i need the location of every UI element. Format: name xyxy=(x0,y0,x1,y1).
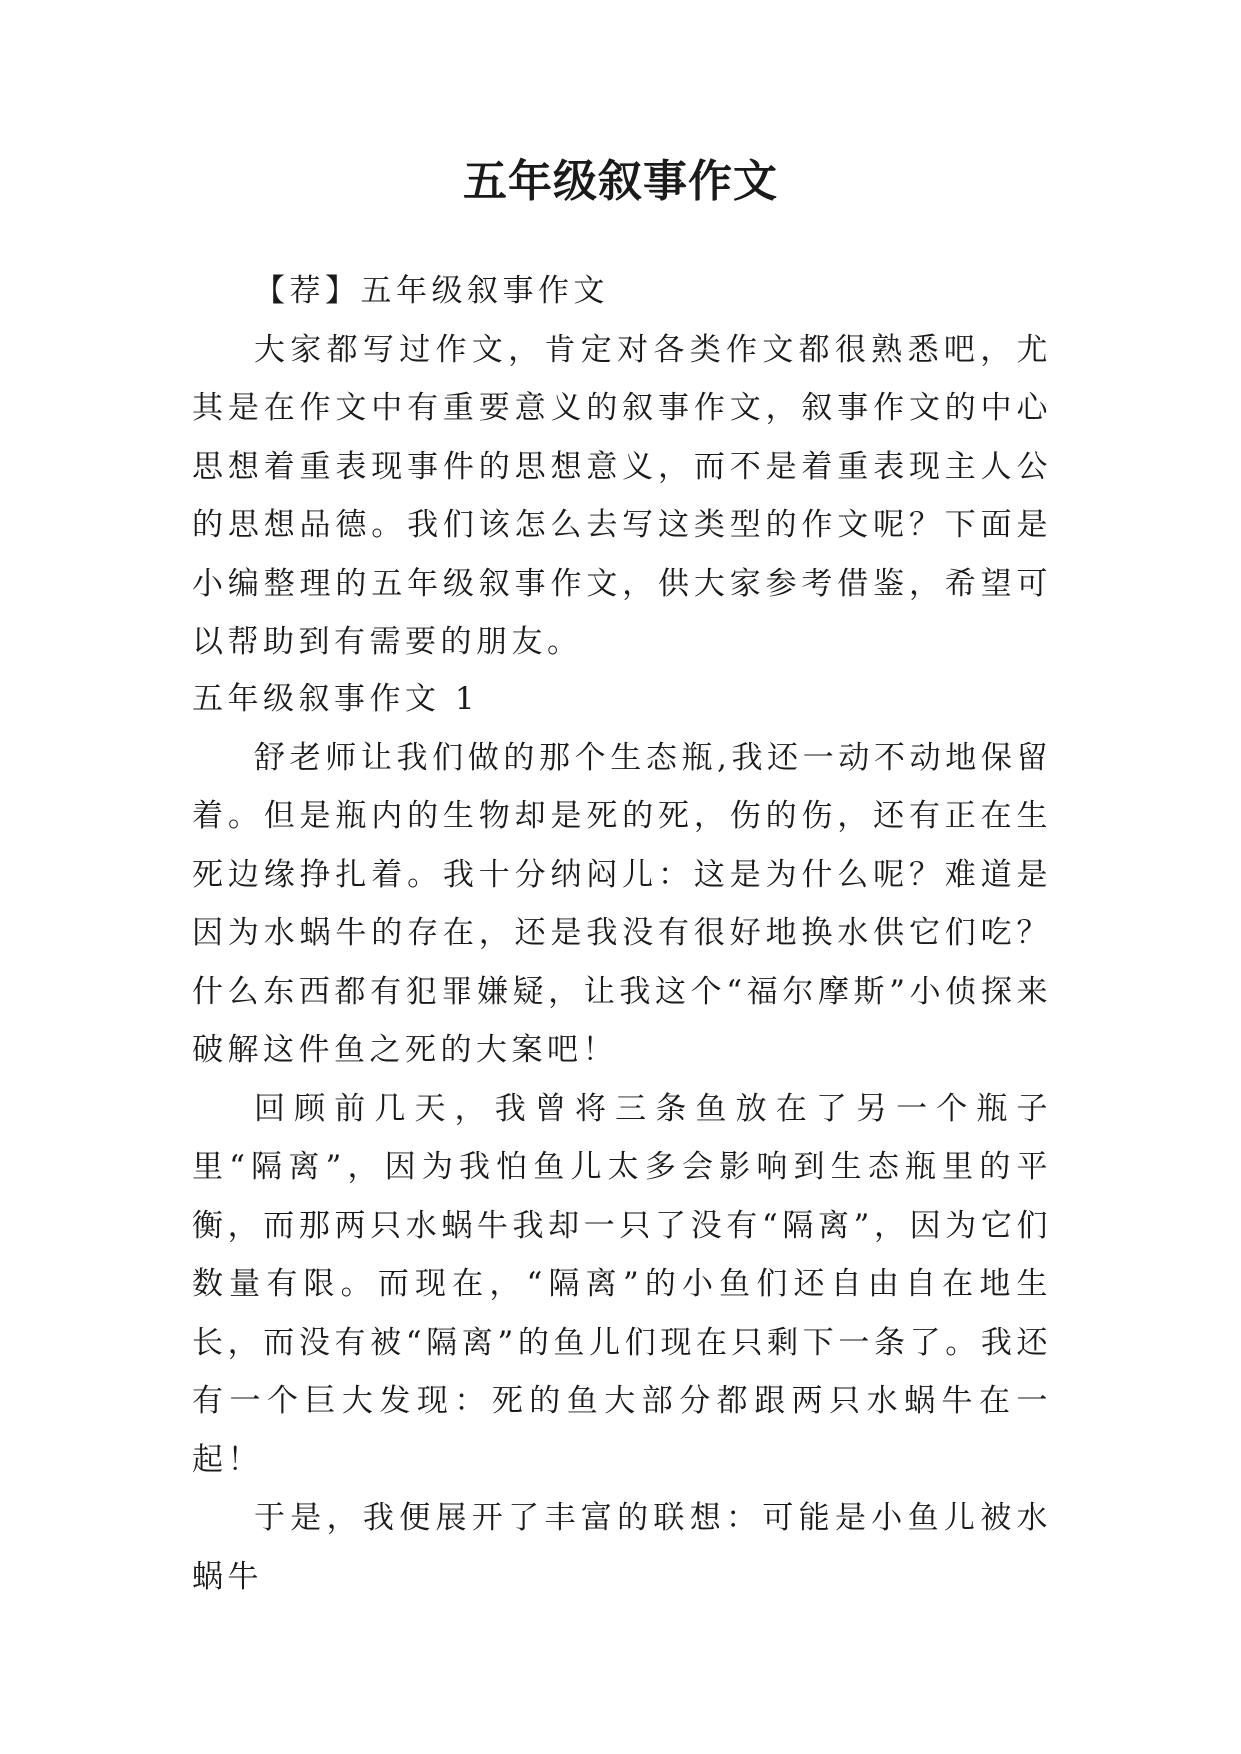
essay-paragraph-3: 于是，我便展开了丰富的联想：可能是小鱼儿被水蜗牛 xyxy=(192,1500,1052,1595)
essay-section xyxy=(192,670,1052,1606)
essay-paragraph-1: 舒老师让我们做的那个生态瓶,我还一动不动地保留着。但是瓶内的生物却是死的死，伤的伤，还有正在生死边缘挣扎着。我十分纳闷儿：这是为什么呢？难道是因为水蜗牛的存在，还是我没有很好地换水供它们吃？什么东西都有犯罪嫌疑，让我这个“福尔摩斯”小侦探来破解这件鱼之死的大案吧！ xyxy=(192,739,1052,1068)
essay-paragraph-2: 回顾前几天，我曾将三条鱼放在了另一个瓶子里“隔离”，因为我怕鱼儿太多会影响到生态瓶里的平衡，而那两只水蜗牛我却一只了没有“隔离”，因为它们数量有限。而现在，“隔离”的小鱼们还自由自在地生长，而没有被“隔离”的鱼儿们现在只剩下一条了。我还有一个巨大发现：死的鱼大部分都跟两只水蜗牛在一起！ xyxy=(192,1090,1052,1478)
intro-section xyxy=(192,262,1052,672)
section-heading: 五年级叙事作文 1 xyxy=(192,681,480,717)
intro-paragraph: 大家都写过作文，肯定对各类作文都很熟悉吧，尤其是在作文中有重要意义的叙事作文，叙事作文的中心思想着重表现事件的思想意义，而不是着重表现主人公的思想品德。我们该怎么去写这类型的作文呢？下面是小编整理的五年级叙事作文，供大家参考借鉴，希望可以帮助到有需要的朋友。 xyxy=(192,331,1052,660)
page-title: 五年级叙事作文 xyxy=(463,156,778,207)
intro-heading: 【荐】五年级叙事作文 xyxy=(254,273,609,309)
